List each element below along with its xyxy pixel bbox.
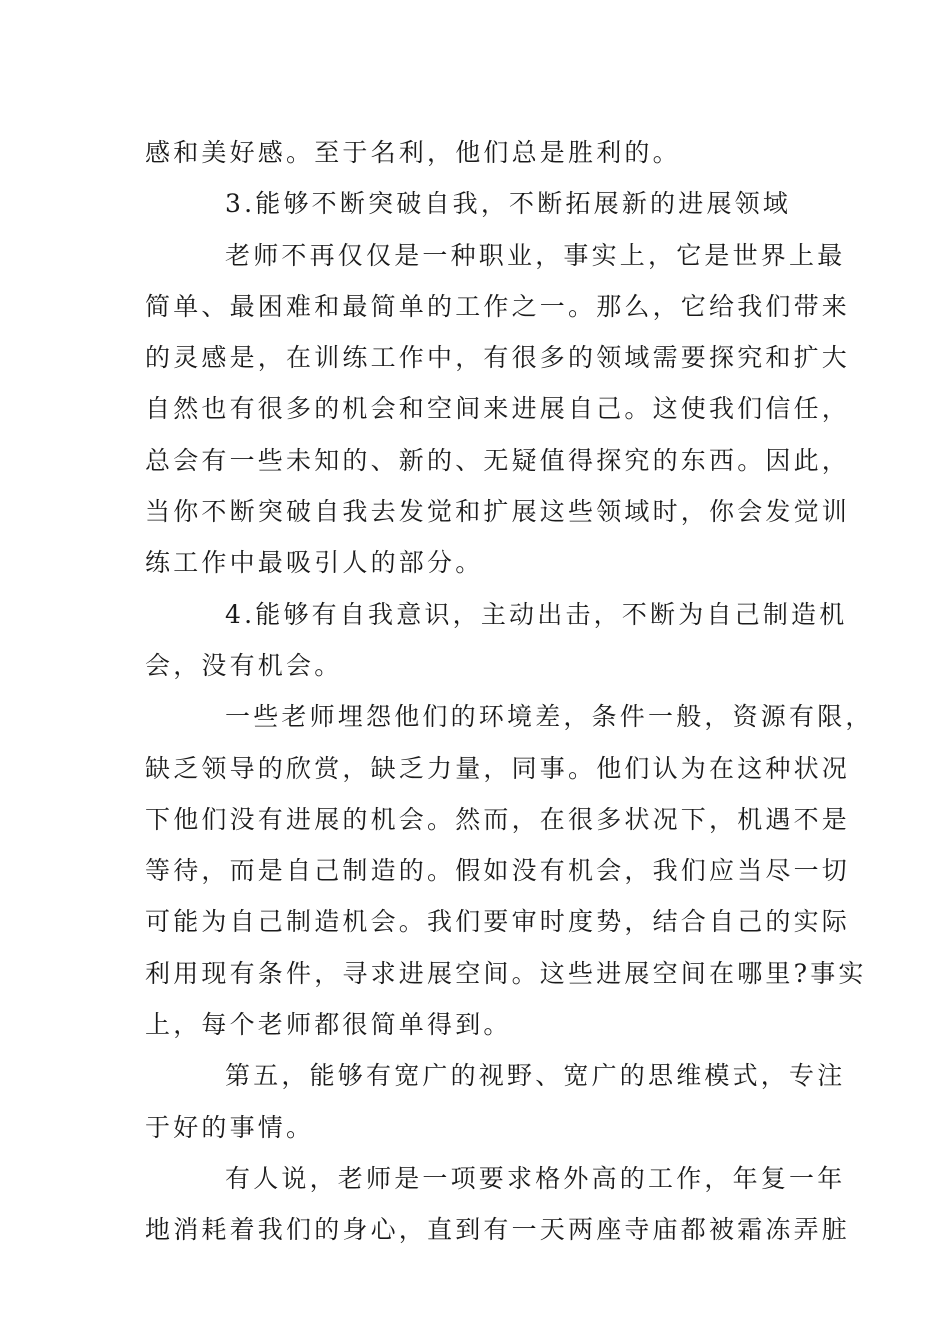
text-line: 有人说，老师是一项要求格外高的工作，年复一年 — [225, 1163, 846, 1193]
text-line: 练工作中最吸引人的部分。 — [145, 548, 484, 578]
text-line: 下他们没有进展的机会。然而，在很多状况下，机遇不是 — [145, 804, 851, 834]
text-line: 缺乏领导的欣赏，缺乏力量，同事。他们认为在这种状况 — [145, 753, 851, 783]
text-line: 利用现有条件，寻求进展空间。这些进展空间在哪里?事实 — [145, 958, 867, 988]
text-line: 当你不断突破自我去发觉和扩展这些领域时，你会发觉训 — [145, 497, 851, 527]
text-line: 总会有一些未知的、新的、无疑值得探究的东西。因此， — [145, 445, 851, 475]
text-line: 会，没有机会。 — [145, 650, 343, 680]
text-line: 地消耗着我们的身心，直到有一天两座寺庙都被霜冻弄脏 — [145, 1215, 851, 1245]
text-line: 简单、最困难和最简单的工作之一。那么，它给我们带来 — [145, 291, 851, 321]
text-line: 的灵感是，在训练工作中，有很多的领域需要探究和扩大 — [145, 343, 851, 373]
text-line: 老师不再仅仅是一种职业，事实上，它是世界上最 — [225, 240, 846, 270]
text-line: 感和美好感。至于名利，他们总是胜利的。 — [145, 138, 681, 167]
section-heading-3: 3.能够不断突破自我，不断拓展新的进展领域 — [225, 189, 792, 219]
text-line: 自然也有很多的机会和空间来进展自己。这使我们信任， — [145, 394, 851, 424]
text-line: 等待，而是自己制造的。假如没有机会，我们应当尽一切 — [145, 856, 851, 886]
text-line: 一些老师埋怨他们的环境差，条件一般，资源有限， — [225, 702, 874, 732]
text-line: 可能为自己制造机会。我们要审时度势，结合自己的实际 — [145, 907, 851, 937]
text-line: 上，每个老师都很简单得到。 — [145, 1010, 512, 1040]
text-line: 于好的事情。 — [145, 1112, 315, 1142]
section-heading-5: 第五，能够有宽广的视野、宽广的思维模式，专注 — [225, 1061, 846, 1091]
section-heading-4: 4.能够有自我意识，主动出击，不断为自己制造机 — [225, 599, 848, 629]
document-body — [145, 127, 874, 1256]
